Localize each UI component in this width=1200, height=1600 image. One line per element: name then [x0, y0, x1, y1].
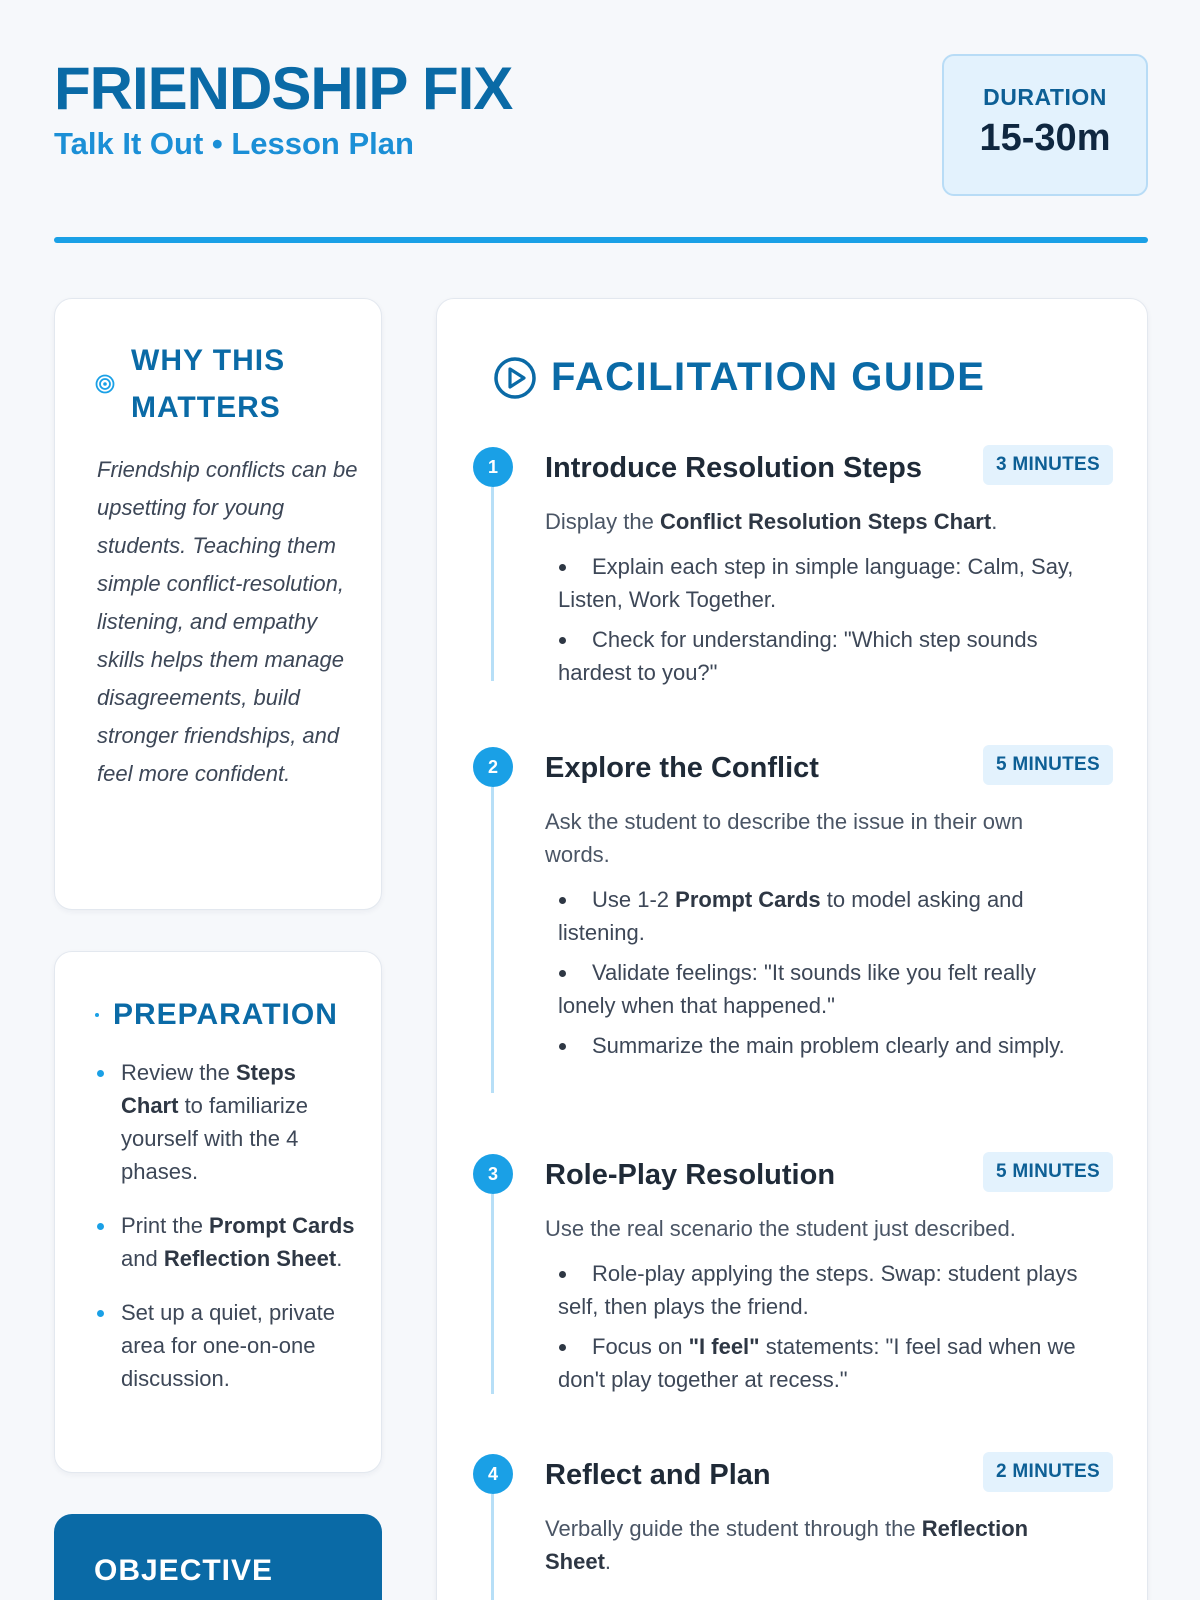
- step-intro: Display the Conflict Resolution Steps Chart.: [545, 509, 998, 534]
- step-title: Explore the Conflict: [545, 752, 819, 784]
- step-duration-badge: 3 MINUTES: [983, 445, 1113, 485]
- step-intro: Verbally guide the student through the Reflection Sheet.: [545, 1516, 1029, 1574]
- preparation-card: [54, 951, 382, 1473]
- preparation-heading: PREPARATION: [113, 998, 338, 1031]
- list-item: Validate feelings: "It sounds like you felt really lonely when that happened.": [545, 956, 1093, 1022]
- step-connector: [491, 1194, 494, 1394]
- duration-box: [942, 54, 1148, 196]
- facilitation-guide-card: [436, 298, 1148, 1600]
- step-connector: [491, 1494, 494, 1600]
- step-intro: Use the real scenario the student just described.: [545, 1216, 1016, 1241]
- list-item: Summarize the main problem clearly and simply.: [545, 1029, 1093, 1062]
- step-duration-badge: 5 MINUTES: [983, 745, 1113, 785]
- why-heading-row: [95, 337, 331, 431]
- objective-card: [54, 1514, 382, 1600]
- step-duration-badge: 5 MINUTES: [983, 1152, 1113, 1192]
- step-bullets: [545, 1257, 1093, 1396]
- step-intro: Ask the student to describe the issue in their own words.: [545, 809, 1024, 867]
- list-item: Review the Steps Chart to familiarize yourself with the 4 phases.: [97, 1056, 355, 1188]
- list-item: Check for understanding: "Which step sounds hardest to you?": [545, 623, 1093, 689]
- guide-heading: FACILITATION GUIDE: [551, 355, 986, 399]
- list-item: Use 1-2 Prompt Cards to model asking and listening.: [545, 883, 1093, 949]
- step-number: 2: [473, 747, 513, 787]
- step-connector: [491, 787, 494, 1093]
- list-item: Print the Prompt Cards and Reflection Sheet.: [97, 1209, 355, 1275]
- step-body: [545, 1212, 1093, 1403]
- step-number: 3: [473, 1154, 513, 1194]
- page-header: [54, 50, 1148, 200]
- header-divider: [54, 237, 1148, 243]
- step-body: [545, 505, 1093, 696]
- dot-icon: [95, 1013, 99, 1017]
- target-icon: [95, 374, 115, 394]
- why-card: [54, 298, 382, 910]
- list-item: Set up a quiet, private area for one-on-one discussion.: [97, 1296, 355, 1395]
- step-body: [545, 1512, 1093, 1578]
- page-subtitle: Talk It Out • Lesson Plan: [54, 126, 414, 161]
- step-number: 4: [473, 1454, 513, 1494]
- step-bullets: [545, 883, 1093, 1062]
- duration-label: DURATION: [983, 84, 1107, 110]
- step-bullets: [545, 550, 1093, 689]
- objective-heading: OBJECTIVE: [94, 1554, 274, 1587]
- step-title: Reflect and Plan: [545, 1459, 771, 1491]
- step-title: Introduce Resolution Steps: [545, 452, 923, 484]
- preparation-list: [97, 1056, 355, 1416]
- step-duration-badge: 2 MINUTES: [983, 1452, 1113, 1492]
- step-body: [545, 805, 1093, 1069]
- step-number: 1: [473, 447, 513, 487]
- duration-value: 15-30m: [979, 117, 1111, 159]
- page-title: FRIENDSHIP FIX: [54, 55, 513, 122]
- preparation-heading-row: [95, 991, 338, 1038]
- guide-heading-row: [493, 355, 985, 400]
- step-connector: [491, 487, 494, 681]
- list-item: Focus on "I feel" statements: "I feel sad when we don't play together at recess.": [545, 1330, 1093, 1396]
- play-circle-icon: [493, 356, 537, 400]
- why-text: Friendship conflicts can be upsetting for young students. Teaching them simple conflict-resolution, listening, and empathy skills helps them manage disagreements, build stronger friendships, and feel more confident.: [97, 457, 358, 786]
- list-item: Explain each step in simple language: Calm, Say, Listen, Work Together.: [545, 550, 1093, 616]
- why-heading: WHY THIS MATTERS: [131, 344, 286, 424]
- step-title: Role-Play Resolution: [545, 1159, 836, 1191]
- list-item: Role-play applying the steps. Swap: student plays self, then plays the friend.: [545, 1257, 1093, 1323]
